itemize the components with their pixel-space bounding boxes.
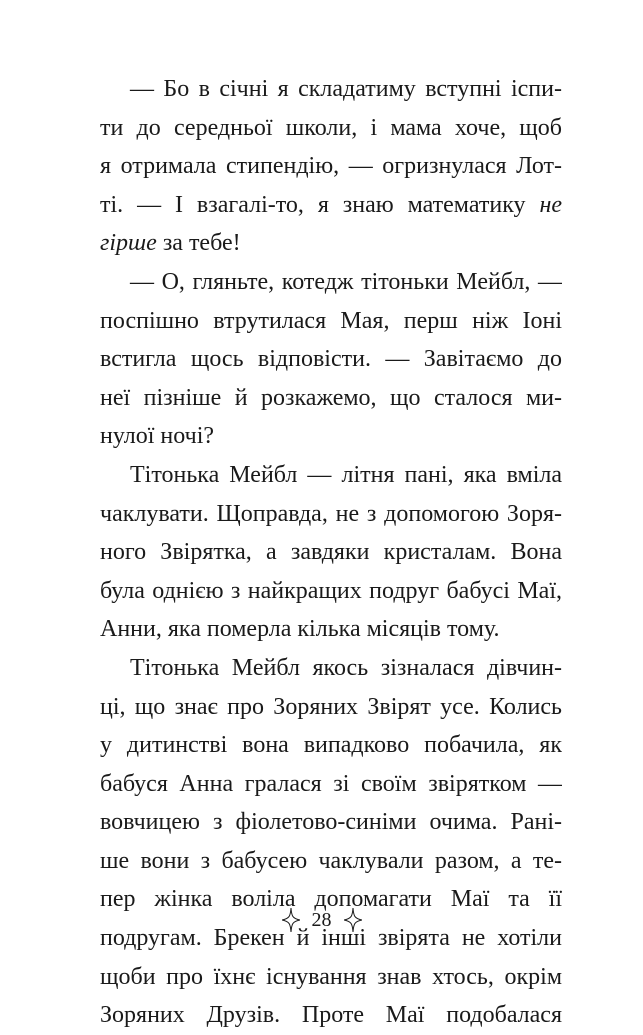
paragraph [100,649,562,1035]
page-number: 28 [311,908,332,931]
text-line: вовчицею з фіолетово-синіми очима. Рані- [100,809,562,836]
paragraph [100,263,562,456]
paragraph [100,70,562,263]
text-line: щоби про їхнє існування знав хтось, окрім [100,963,562,990]
text-line: Тітонька Мейбл якось зізналася дівчин- [130,654,562,681]
page-footer [0,905,643,935]
text-line: Тітонька Мейбл — літня пані, яка вміла [130,461,562,488]
text-line: пер жінка воліла допомагати Маї та її [100,886,562,913]
text-line: Зоряних Друзів. Проте Маї подобалася [100,1002,562,1029]
italic-text: гірше [100,230,157,257]
text-line: чаклувати. Щоправда, не з допомогою Зоря- [100,500,562,527]
text-line: була однією з найкращих подруг бабусі Маї, [100,577,562,604]
text-segment: за тебе! [156,230,241,257]
text-line: подругам. Брекен й інші звірята не хотіли [100,925,562,952]
text-line: ше вони з бабусею чаклували разом, а те- [100,847,562,874]
text-line: поспішно втрутилася Мая, перш ніж Іоні [100,307,562,334]
text-segment: ті. — І взагалі-то, я знаю математику [100,191,540,218]
text-line: бабуся Анна гралася зі своїм звірятком — [100,770,562,797]
text-line: ці, що знає про Зоряних Звірят усе. Колись [100,693,562,720]
text-line: встигла щось відповісти. — Завітаємо до [100,346,562,373]
text-line: — Бо в січні я складатиму вступні іспи- [130,76,562,102]
text-line: — О, гляньте, котедж тітоньки Мейбл, — [130,268,562,295]
italic-text: не [539,191,562,218]
star-ornament-icon [344,908,362,932]
text-line: ти до середньої школи, і мама хоче, щоб [100,114,562,141]
text-line: я отримала стипендію, — огризнулася Лот- [100,153,562,180]
text-line [100,224,562,263]
text-line: ного Звірятка, а завдяки кристалам. Вона [100,539,562,566]
text-line [100,186,562,225]
text-column [100,70,562,1035]
text-line: неї пізніше й розкажемо, що сталося ми- [100,384,562,411]
text-line: нулої ночі? [100,423,215,450]
paragraph [100,456,562,649]
star-ornament-icon [282,908,300,932]
text-line: у дитинстві вона випадково побачила, як [100,732,562,759]
text-line: Анни, яка померла кілька місяців тому. [100,616,500,643]
